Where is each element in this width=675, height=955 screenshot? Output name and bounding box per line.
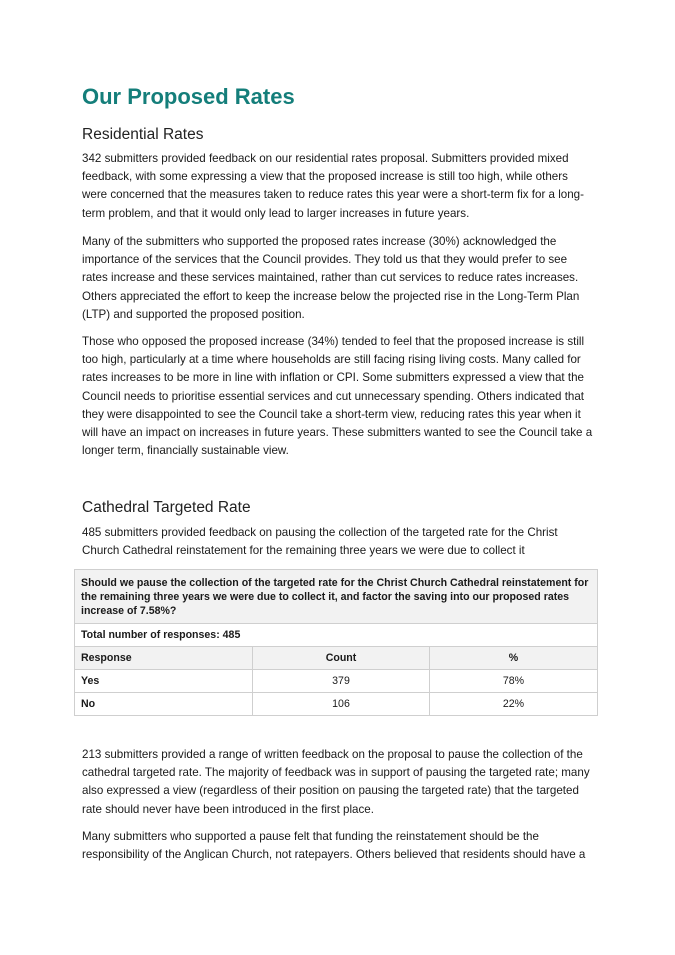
paragraph: 485 submitters provided feedback on pausing the collection of the targeted rate for the Christ Church Cathedral reinstatement for the remaining three years we were due to collect it xyxy=(82,526,558,558)
column-header-percent: % xyxy=(430,647,598,670)
paragraph: Many submitters who supported a pause felt that funding the reinstatement should be the responsibility of the Anglican Church, not ratepayers. Others believed that residents should have a xyxy=(82,830,586,862)
section-heading-cathedral: Cathedral Targeted Rate xyxy=(82,499,251,516)
paragraph: Those who opposed the proposed increase (34%) tended to feel that the proposed increase is still too high, particularly at a time where households are still facing rising living costs. Many called for rates increases to be more in line with inflation or CPI. Some submitters expressed a view that the Council needs to prioritise essential services and cut unnecessary spending. Others indicated that they were disappointed to see the Council take a short-term view, reducing rates this year when it will have an impact on increases in future years. These submitters wanted to see the Council take a longer term, financially sustainable view. xyxy=(82,335,593,458)
table-total-responses: Total number of responses: 485 xyxy=(75,624,598,647)
cell-response: No xyxy=(75,693,253,716)
cell-response: Yes xyxy=(75,670,253,693)
cell-count: 106 xyxy=(253,693,430,716)
column-header-response: Response xyxy=(75,647,253,670)
cell-percent: 78% xyxy=(430,670,598,693)
table-row xyxy=(75,670,598,693)
paragraph: 213 submitters provided a range of written feedback on the proposal to pause the collection of the cathedral targeted rate. The majority of feedback was in support of pausing the targeted rate; many also expressed a view (regardless of their position on pausing the targeted rate) that the targeted rate should never have been introduced in the first place. xyxy=(82,748,590,816)
page-title: Our Proposed Rates xyxy=(82,84,295,109)
paragraph: 342 submitters provided feedback on our residential rates proposal. Submitters provided mixed feedback, with some expressing a view that the proposed increase is still too high, while others were concerned that the measures taken to reduce rates this year were a short-term fix for a long-term problem, and that it would only lead to larger increases in future years. xyxy=(82,152,584,220)
survey-results-table xyxy=(74,569,598,716)
table-header-row xyxy=(75,647,598,670)
section-heading-residential: Residential Rates xyxy=(82,126,204,143)
table-question: Should we pause the collection of the targeted rate for the Christ Church Cathedral reinstatement for the remaining three years we were due to collect it, and factor the saving into our proposed rates increase of 7.58%? xyxy=(75,570,598,624)
paragraph: Many of the submitters who supported the proposed rates increase (30%) acknowledged the importance of the services that the Council provides. They told us that they would prefer to see rates increase and these services maintained, rather than cut services to reduce rates increases. Others appreciated the effort to keep the increase below the projected rise in the Long-Term Plan (LTP) and supported the proposed position. xyxy=(82,235,580,321)
cell-percent: 22% xyxy=(430,693,598,716)
column-header-count: Count xyxy=(253,647,430,670)
table-row xyxy=(75,693,598,716)
cell-count: 379 xyxy=(253,670,430,693)
